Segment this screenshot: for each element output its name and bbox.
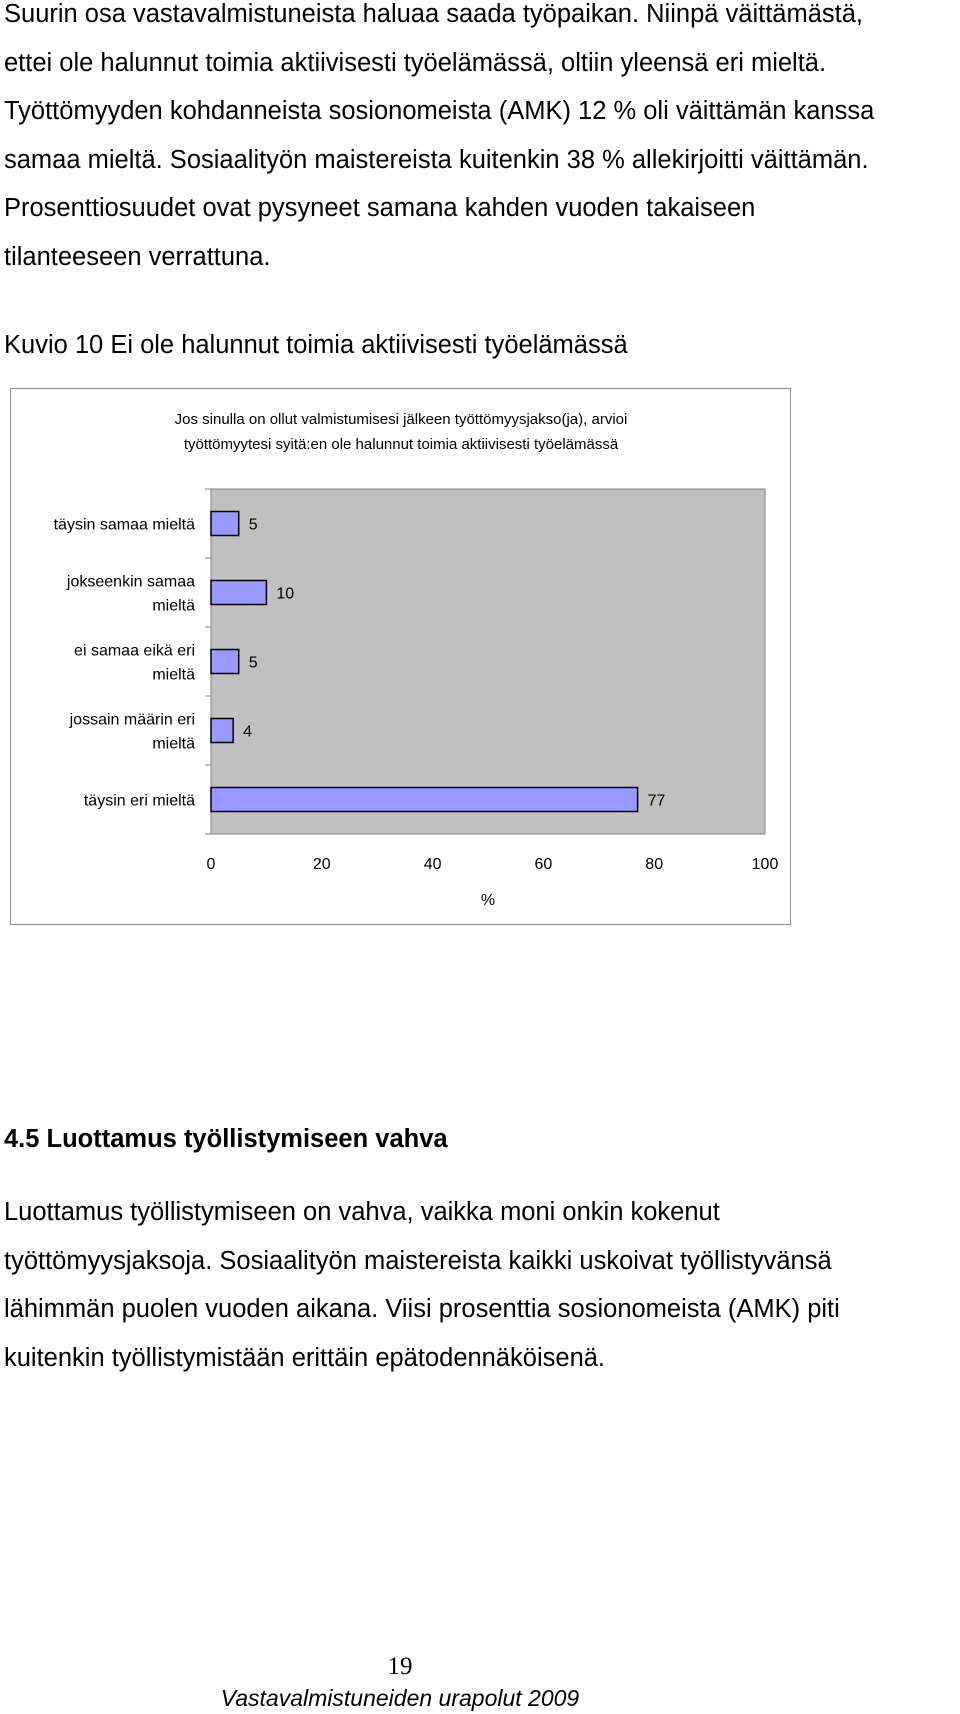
footer-text: Vastavalmistuneiden urapolut 2009	[220, 1685, 580, 1711]
category-label: mieltä	[152, 735, 195, 753]
category-label: täysin samaa mieltä	[53, 516, 195, 534]
paragraph-line: työttömyysjaksoja. Sosiaalityön maistereista kaikki uskoivat työllistyvänsä	[4, 1246, 832, 1275]
bar	[211, 650, 239, 674]
paragraph-line: samaa mieltä. Sosiaalityön maistereista kuitenkin 38 % allekirjoitti väittämän.	[4, 145, 869, 174]
category-label: mieltä	[152, 597, 195, 615]
bar-value-label: 10	[276, 585, 295, 603]
x-tick-label: 20	[312, 856, 331, 873]
bar	[211, 581, 266, 605]
section-heading: 4.5 Luottamus työllistymiseen vahva	[4, 1125, 448, 1153]
bar-value-label: 77	[647, 792, 666, 810]
category-label: jokseenkin samaa	[66, 573, 195, 591]
bar	[211, 512, 239, 536]
bar-value-label: 4	[243, 723, 253, 741]
category-label: täysin eri mieltä	[83, 792, 195, 810]
x-tick-label: 60	[534, 856, 553, 873]
x-tick-label: 0	[206, 856, 216, 873]
chart-title-line: työttömyytesi syitä:en ole halunnut toimia aktiivisesti työelämässä	[183, 436, 619, 453]
x-axis-label: %	[480, 892, 496, 909]
bar-value-label: 5	[248, 516, 258, 534]
paragraph-top	[4, 0, 954, 281]
paragraph-line: Suurin osa vastavalmistuneista haluaa saada työpaikan. Niinpä väittämästä,	[4, 0, 863, 28]
paragraph-line: Prosenttiosuudet ovat pysyneet samana kahden vuoden takaiseen	[4, 194, 756, 222]
bar	[211, 788, 638, 812]
chart-frame	[10, 388, 791, 925]
paragraph-bottom	[4, 1188, 954, 1382]
plot-area	[211, 489, 765, 834]
x-tick-label: 80	[645, 856, 664, 873]
figure-caption: Kuvio 10 Ei ole halunnut toimia aktiivisesti työelämässä	[4, 331, 628, 359]
category-label: mieltä	[152, 666, 195, 684]
page-number: 19	[387, 1653, 413, 1680]
paragraph-line: lähimmän puolen vuoden aikana. Viisi prosenttia sosionomeista (AMK) piti	[4, 1295, 840, 1323]
paragraph-line: ettei ole halunnut toimia aktiivisesti työelämässä, oltiin yleensä eri mieltä.	[4, 48, 827, 77]
category-label: jossain määrin eri	[69, 711, 195, 729]
paragraph-line: Työttömyyden kohdanneista sosionomeista (AMK) 12 % oli väittämän kanssa	[4, 97, 875, 125]
paragraph-line: tilanteeseen verrattuna.	[4, 242, 271, 271]
bar	[211, 719, 233, 743]
category-label: ei samaa eikä eri	[74, 642, 195, 660]
x-tick-label: 40	[423, 856, 442, 873]
paragraph-line: Luottamus työllistymiseen on vahva, vaikka moni onkin kokenut	[4, 1198, 720, 1226]
chart-title-line: Jos sinulla on ollut valmistumisesi jälkeen työttömyysjakso(ja), arvioi	[174, 411, 628, 428]
bar-chart	[11, 389, 792, 926]
bar-value-label: 5	[248, 654, 258, 672]
paragraph-line: kuitenkin työllistymistään erittäin epätodennäköisenä.	[4, 1343, 606, 1372]
x-tick-label: 100	[751, 856, 779, 873]
